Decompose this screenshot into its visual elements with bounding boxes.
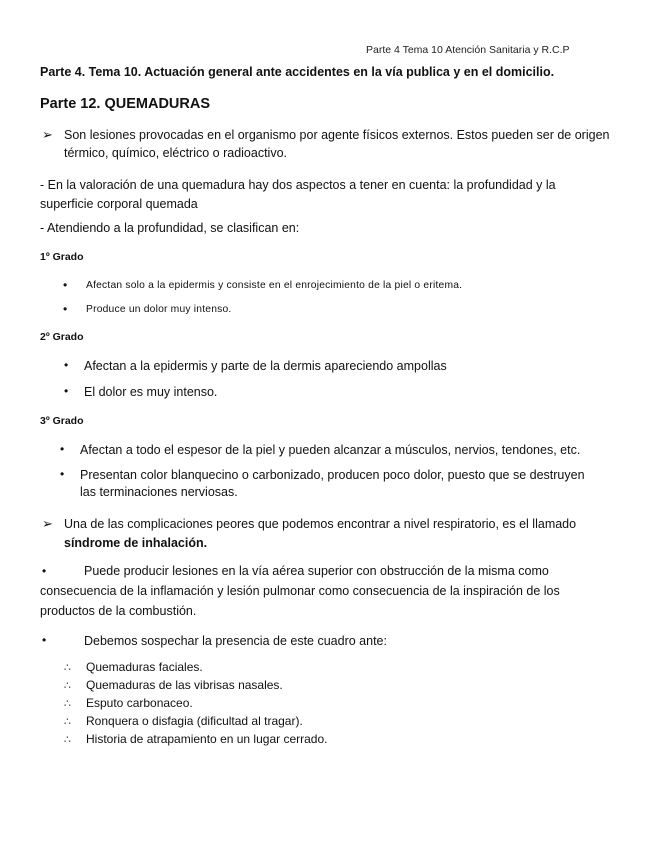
valoracion-line-1: - En la valoración de una quemadura hay dos aspectos a tener en cuenta: la profundidad y la	[40, 178, 556, 192]
signo-item: Quemaduras faciales.	[86, 660, 203, 674]
therefore-bullet-icon: ∴	[64, 662, 71, 674]
grado-1-heading: 1º Grado	[40, 251, 84, 263]
profundidad-line: - Atendiendo a la profundidad, se clasifican en:	[40, 221, 300, 235]
signo-item: Ronquera o disfagia (dificultad al tragar).	[86, 714, 303, 728]
therefore-bullet-icon: ∴	[64, 680, 71, 692]
therefore-bullet-icon: ∴	[64, 734, 71, 746]
grado-3-heading: 3º Grado	[40, 415, 84, 427]
signo-item: Esputo carbonaceo.	[86, 696, 193, 710]
bullet-dot-icon: •	[60, 467, 65, 481]
grado-2-item-2: El dolor es muy intenso.	[84, 385, 218, 399]
lesiones-line-1: Puede producir lesiones en la vía aérea superior con obstrucción de la misma como	[84, 564, 549, 578]
section-heading: Parte 12. QUEMADURAS	[40, 96, 211, 112]
grado-2-heading: 2º Grado	[40, 331, 84, 343]
grado-2-item-1: Afectan a la epidermis y parte de la dermis apareciendo ampollas	[84, 359, 447, 373]
document-title: Parte 4. Tema 10. Actuación general ante accidentes en la vía publica y en el domicilio.	[40, 65, 555, 79]
sospechar-line: Debemos sospechar la presencia de este cuadro ante:	[84, 634, 387, 648]
complicaciones-line-2	[64, 536, 207, 550]
grado-3-item-2-line-2: las terminaciones nerviosas.	[80, 485, 238, 499]
arrow-bullet-icon: ➢	[42, 127, 53, 142]
bullet-dot-icon: •	[42, 633, 47, 647]
intro-line-2: térmico, químico, eléctrico o radioactivo.	[64, 146, 288, 160]
grado-1-item-1: Afectan solo a la epidermis y consiste en el enrojecimiento de la piel o eritema.	[86, 280, 463, 291]
valoracion-line-2: superficie corporal quemada	[40, 197, 198, 211]
grado-1-item-2: Produce un dolor muy intenso.	[86, 304, 232, 315]
bullet-dot-icon: •	[64, 384, 69, 398]
grado-3-item-2-line-1: Presentan color blanquecino o carbonizado, producen poco dolor, puesto que se destruyen	[80, 468, 585, 482]
complicaciones-line-1: Una de las complicaciones peores que podemos encontrar a nivel respiratorio, es el llamado	[64, 517, 577, 531]
bullet-dot-icon: •	[63, 302, 68, 316]
signo-item: Historia de atrapamiento en un lugar cerrado.	[86, 732, 328, 746]
grado-3-item-1: Afectan a todo el espesor de la piel y pueden alcanzar a músculos, nervios, tendones, etc.	[80, 443, 581, 457]
lesiones-line-2: consecuencia de la inflamación y lesión pulmonar como consecuencia de la inspiración de los	[40, 584, 560, 598]
bullet-dot-icon: •	[60, 442, 65, 456]
running-header: Parte 4 Tema 10 Atención Sanitaria y R.C.P	[366, 44, 570, 56]
therefore-bullet-icon: ∴	[64, 698, 71, 710]
bullet-dot-icon: •	[63, 278, 68, 292]
signo-item: Quemaduras de las vibrisas nasales.	[86, 678, 283, 692]
bullet-dot-icon: •	[64, 358, 69, 372]
intro-line-1: Son lesiones provocadas en el organismo por agente físicos externos. Estos pueden ser de origen	[64, 128, 610, 142]
sindrome-inhalacion-term: síndrome de inhalación.	[64, 536, 208, 550]
bullet-dot-icon: •	[42, 564, 47, 578]
therefore-bullet-icon: ∴	[64, 716, 71, 728]
lesiones-line-3: productos de la combustión.	[40, 604, 197, 618]
arrow-bullet-icon: ➢	[42, 516, 53, 531]
